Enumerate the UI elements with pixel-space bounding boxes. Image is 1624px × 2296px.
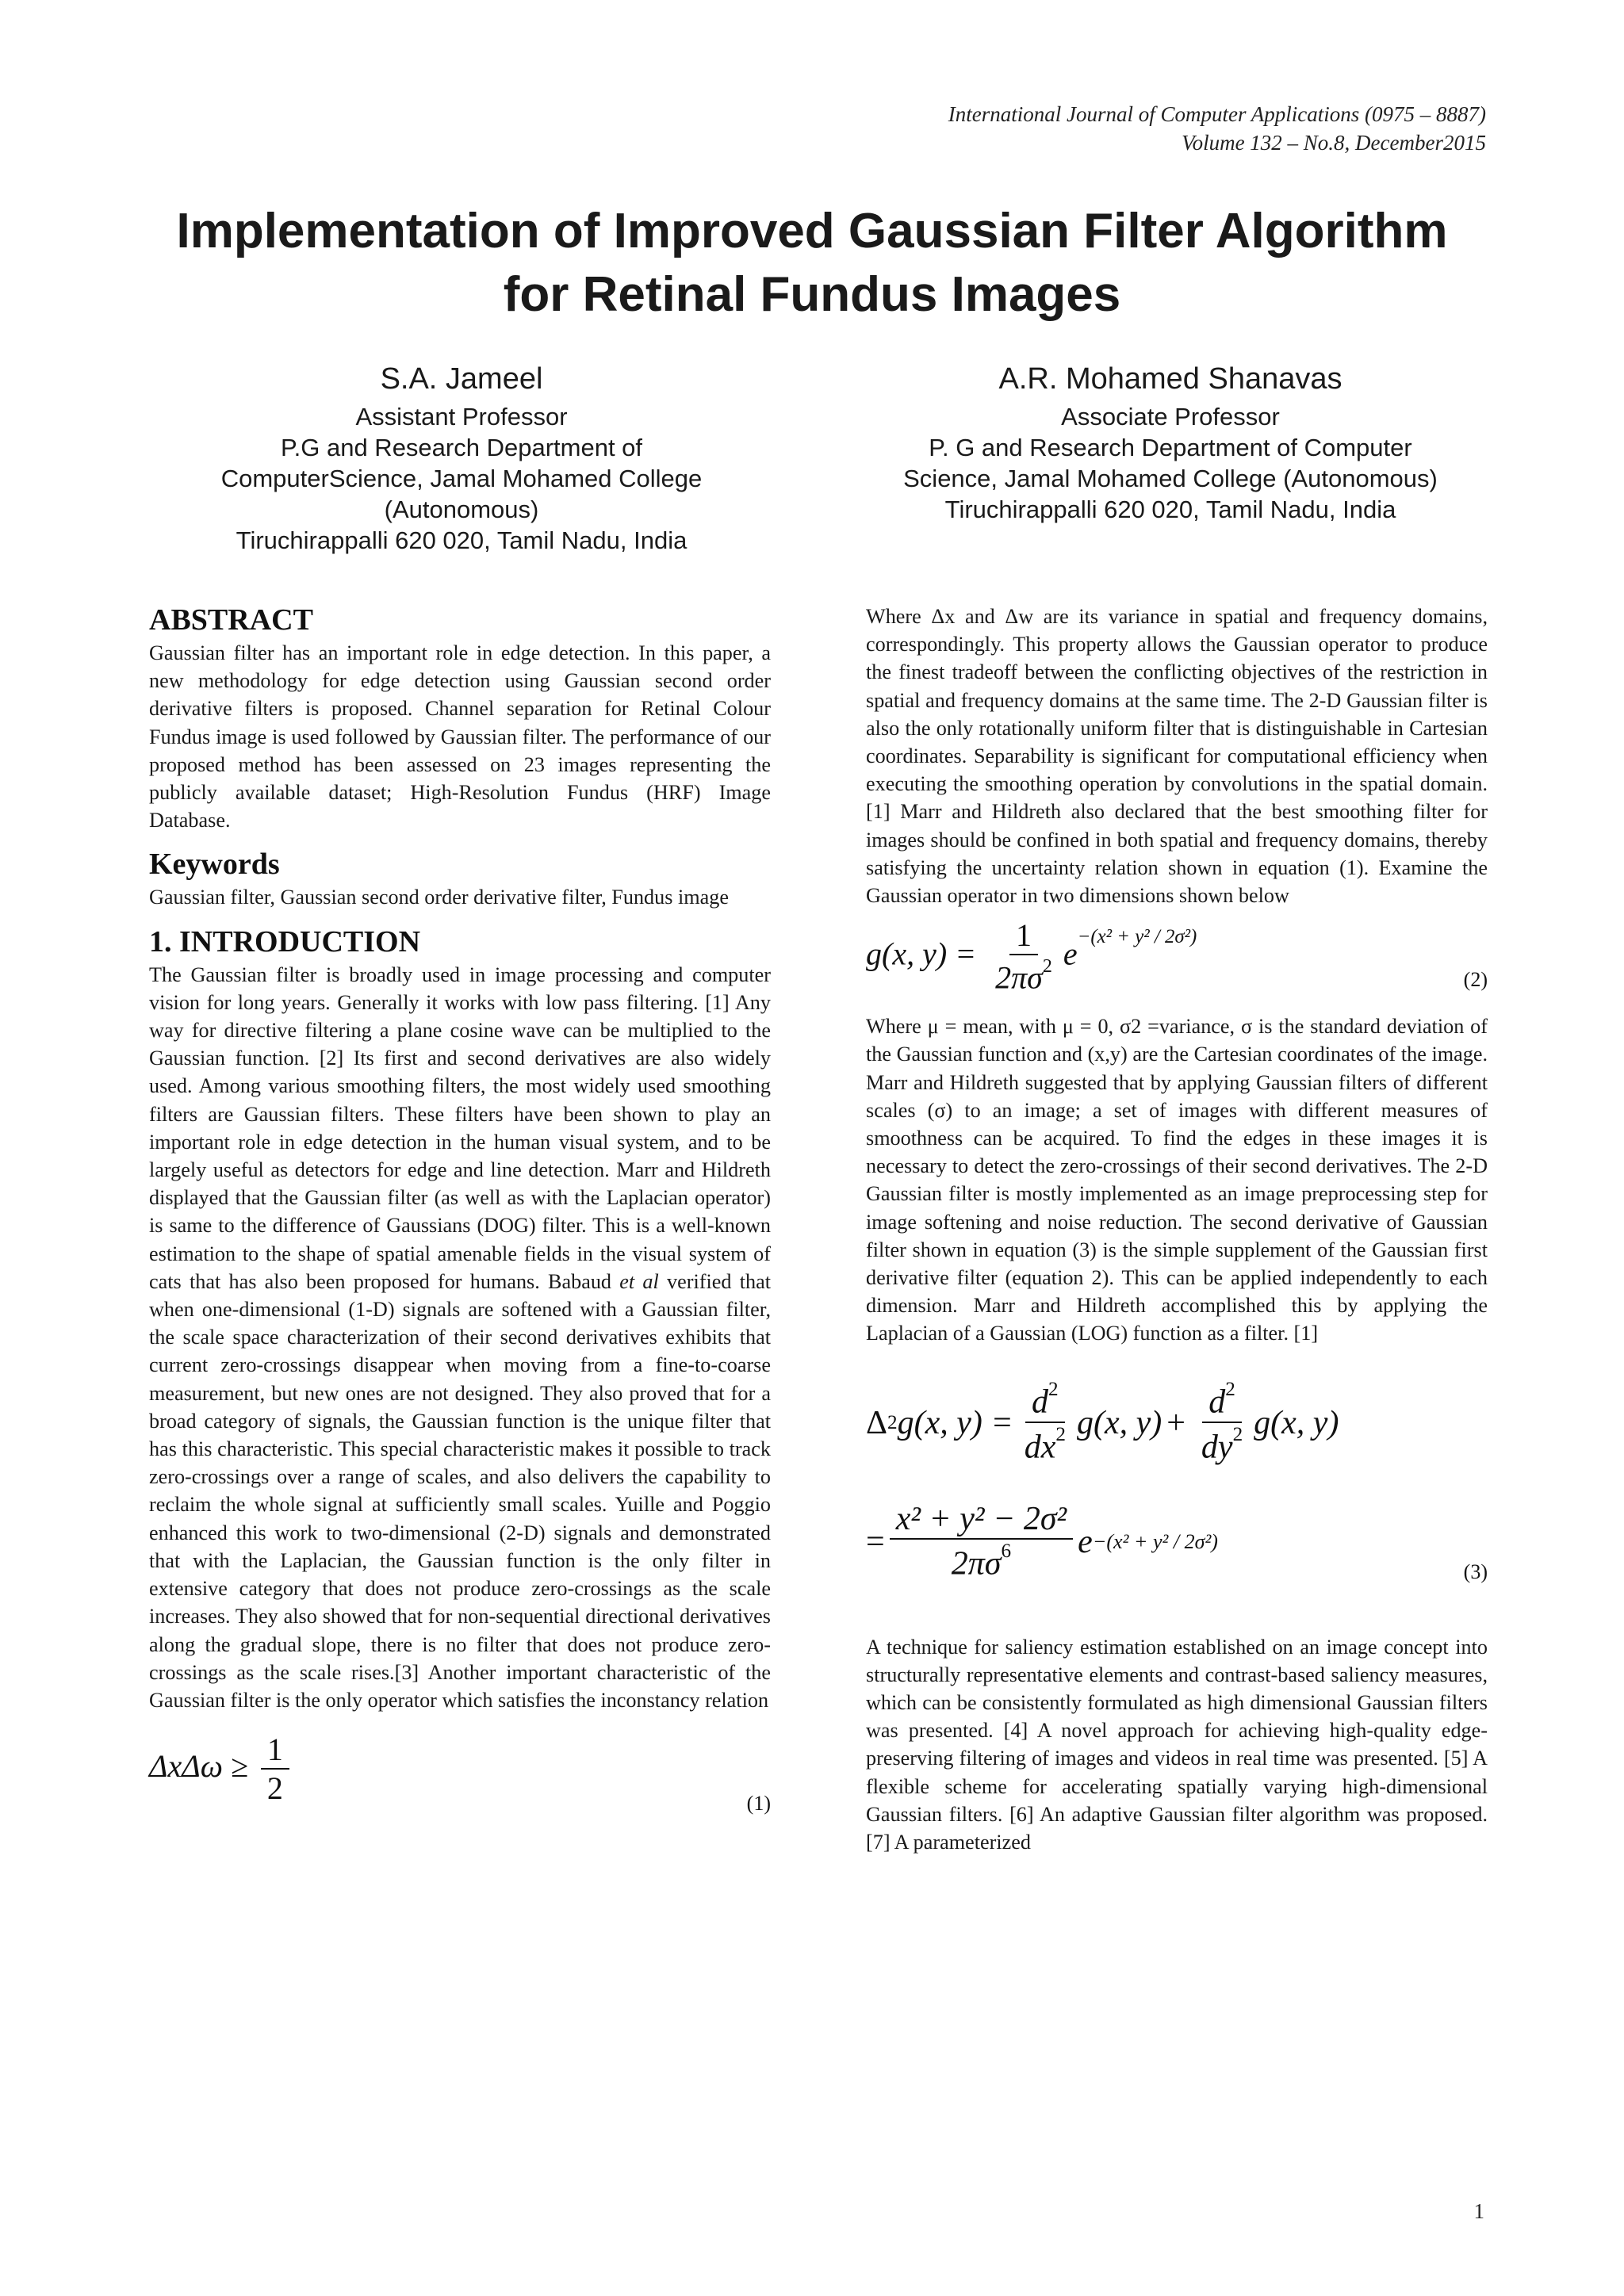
- volume-line: Volume 132 – No.8, December2015: [1182, 131, 1486, 155]
- affiliation-line: Tiruchirappalli 620 020, Tamil Nadu, India: [944, 496, 1396, 523]
- eq2-lhs: g(x, y) =: [866, 936, 977, 972]
- abstract-text: Gaussian filter has an important role in edge detection. In this paper, a new methodology for edge detection using Gaussian second order derivative filters is proposed. Channel separation for Retinal Colour Fundus image is used followed by Gaussian filter. The performance of our proposed method has been assessed on 23 images representing the publicly available dataset; High-Resolution Fundus (HRF) Image Database.: [149, 641, 771, 832]
- eq1-fraction: [261, 1732, 289, 1808]
- body-paragraph: A technique for saliency estimation established on an image concept into structurally representative elements and contrast-based saliency measures, which can be consistently formulated as high dimensional Gaussian filters was presented. [4] A novel approach for achieving high-quality edge-preserving filtering of images and videos in real time was presented. [5] A flexible scheme for accelerating spatially varying high-dimensional Gaussian filters. [6] An adaptive Gaussian filter algorithm was proposed. [7] A parameterized: [866, 1635, 1488, 1854]
- eq1-lhs: ΔxΔω ≥: [149, 1748, 248, 1785]
- eq2-numerator: 1: [1009, 917, 1038, 955]
- eq2-den-sup: 2: [1042, 956, 1052, 978]
- affiliation-line: Associate Professor: [1061, 403, 1280, 430]
- eq3-exponent: −(x² + y² / 2σ²): [1092, 1529, 1218, 1553]
- eq2-exponent: −(x² + y² / 2σ²): [1077, 926, 1197, 948]
- abstract-heading: ABSTRACT: [149, 603, 313, 637]
- eq3-line-1: Δ 2 g(x, y) = $\frac{d^2}{dx^2}$ g(x, y) + $\frac{d^2}{dy^2}$ g(x, y): [866, 1364, 1488, 1483]
- introduction-text: [149, 961, 771, 1714]
- eq1-numerator: 1: [261, 1732, 289, 1770]
- title-line-1: Implementation of Improved Gaussian Filter Algorithm: [176, 204, 1448, 258]
- eq3-frac-x: $\frac{d^2}{dx^2}$: [1024, 1378, 1066, 1466]
- journal-header: [948, 100, 1486, 157]
- equation-1: [149, 1732, 771, 1835]
- title-line-2: for Retinal Fundus Images: [503, 267, 1121, 322]
- eq3-line-2: = $\frac{\text{x² + y² − 2σ²}}{2\pi\sigma^6}$ e −(x² + y² / 2σ²): [866, 1483, 1488, 1601]
- journal-line: International Journal of Computer Applications (0975 – 8887): [948, 102, 1486, 126]
- affiliation-line: ComputerScience, Jamal Mohamed College: [220, 465, 703, 492]
- eq3-lhs: g(x, y) =: [897, 1404, 1013, 1441]
- eq3-plus: +: [1166, 1404, 1185, 1441]
- equation-3: [866, 1364, 1488, 1633]
- eq3-den-sup: 6: [1001, 1540, 1012, 1562]
- eq2-label: (2): [1463, 968, 1488, 992]
- eq2-fraction: [989, 917, 1059, 997]
- body-paragraph: Where Δx and Δw are its variance in spatial and frequency domains, correspondingly. This property allows the Gaussian operator to produce the finest tradeoff between the conflicting objectives of the restriction in spatial and frequency domains at the same time. The 2-D Gaussian filter is also the only rotationally uniform filter that is distinguishable in Cartesian coordinates. Separability is significant for computational efficiency when executing the smoothing operation by convolutions in the spatial domain. [1] Marr and Hildreth also declared that the best smoothing filter for images should be confined in both spatial and frequency domains, thereby satisfying the uncertainty relation shown in equation (1). Examine the Gaussian operator in two dimensions shown below: [866, 605, 1488, 908]
- eq3-dx: dx: [1024, 1429, 1056, 1466]
- eq1-denominator: 2: [266, 1770, 283, 1807]
- affiliation-line: (Autonomous): [384, 496, 539, 523]
- page-number: 1: [1473, 2199, 1484, 2223]
- affiliation-line: Tiruchirappalli 620 020, Tamil Nadu, India: [236, 526, 688, 554]
- affiliation-line: Science, Jamal Mohamed College (Autonomous): [903, 465, 1438, 492]
- left-column: [149, 603, 771, 1835]
- eq3-d: d: [1032, 1383, 1049, 1421]
- eq1-label: (1): [746, 1792, 771, 1816]
- eq3-frac-2: [890, 1500, 1073, 1584]
- keywords-text: Gaussian filter, Gaussian second order derivative filter, Fundus image: [149, 886, 729, 909]
- eq3-e: e: [1078, 1523, 1093, 1560]
- intro-text-part: verified that when one-dimensional (1-D) signals are softened with a Gaussian filter, the scale space characterization of their second derivatives exhibits that current zero-crossings disappear when moving from a fine-to-coarse measurement, but new ones are not designed. They also proved that for a broad category of signals, the Gaussian function is the unique filter that has this characteristic. This special characteristic makes it possible to track zero-crossings over a range of scales, and also delivers the capability to reclaim the whole signal at sufficiently small scales. Yuille and Poggio enhanced this work to two-dimensional (2-D) signals and demonstrated that with the Laplacian, the Gaussian function is the only filter in extensive category that does not produce zero-crossings as the scale increases. They also showed that for non-sequential directional derivatives along the gradual slope, there is no filter that does not produce zero-crossings as the scale rises.[3] Another important characteristic of the Gaussian filter is the only operator which satisfies the inconstancy relation: [149, 1269, 771, 1712]
- affiliation-line: P. G and Research Department of Computer: [929, 434, 1412, 461]
- eq3-g-term: g(x, y): [1076, 1404, 1162, 1441]
- affiliation-line: P.G and Research Department of: [280, 434, 643, 461]
- author-name: S.A. Jameel: [380, 362, 543, 396]
- eq3-d: d: [1208, 1383, 1226, 1421]
- paper-title: [95, 200, 1529, 327]
- intro-text-part: The Gaussian filter is broadly used in image processing and computer vision for long years. Generally it works with low pass filtering. [1] Any way for directive filtering a plane cosine wave can be multiplied to the Gaussian function. [2] Its first and second derivatives are also widely used. Among various smoothing filters, the most widely used smoothing filters are Gaussian filters. These filters have been shown to play an important role in edge detection in the human visual system, and to be largely useful as detectors for edge and line detection. Marr and Hildreth displayed that the Gaussian filter (as well as with the Laplacian operator) is same to the difference of Gaussians (DOG) filter. This is a well-known estimation to the shape of spatial amenable fields in the visual system of cats that has also been proposed for humans. Babaud: [149, 962, 771, 1293]
- equation-2: [866, 917, 1488, 1012]
- body-paragraph: Where μ = mean, with μ = 0, σ2 =variance, σ is the standard deviation of the Gaussian function and (x,y) are the Cartesian coordinates of the image. Marr and Hildreth suggested that by applying Gaussian filters of different scales (σ) to an image; a set of images with different measures of smoothness can be acquired. To find the edges in these images it is necessary to detect the zero-crossings of their second derivatives. The 2-D Gaussian filter is mostly implemented as an image preprocessing step for image softening and noise reduction. The second derivative of Gaussian filter shown in equation (3) is the simple supplement of the Gaussian first derivative filter (equation 2). This can be applied independently to each dimension. Marr and Hildreth accomplished this by applying the Laplacian of a Gaussian (LOG) function as a filter. [1]: [866, 1015, 1488, 1345]
- eq2-e: e: [1063, 936, 1078, 972]
- right-column: [866, 603, 1488, 1856]
- author-block: [845, 358, 1496, 525]
- keywords-heading: Keywords: [149, 848, 280, 882]
- eq3-g-term: g(x, y): [1254, 1404, 1339, 1441]
- eq3-frac-y: $\frac{d^2}{dy^2}$: [1201, 1378, 1243, 1466]
- eq3-label: (3): [1463, 1559, 1488, 1583]
- author-name: A.R. Mohamed Shanavas: [998, 362, 1342, 396]
- intro-italic: et al: [619, 1269, 659, 1293]
- author-block: [136, 358, 787, 556]
- eq3-numerator: x² + y² − 2σ²: [890, 1500, 1073, 1540]
- eq3-dy: dy: [1201, 1429, 1233, 1466]
- introduction-heading: 1. INTRODUCTION: [149, 924, 421, 959]
- affiliation-line: Assistant Professor: [355, 403, 568, 430]
- eq2-denominator: 2πσ: [995, 959, 1043, 996]
- eq3-denominator: 2πσ: [951, 1545, 1002, 1582]
